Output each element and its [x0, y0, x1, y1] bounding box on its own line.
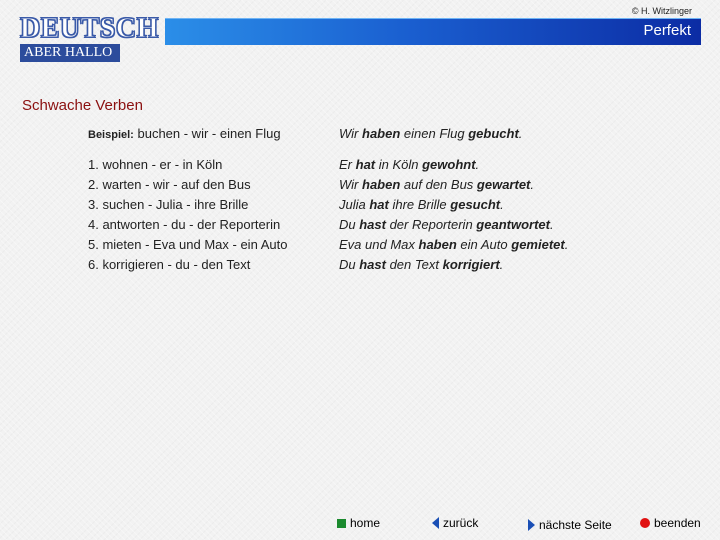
verb-form: hat [355, 157, 376, 172]
exercise-item: 4. antworten - du - der Reporterin [88, 217, 281, 232]
sentence-text: . [518, 126, 523, 141]
verb-form: gewohnt [422, 157, 476, 172]
example-prompt [88, 126, 281, 141]
sentence-text: . [549, 217, 554, 232]
nav-home[interactable] [337, 516, 380, 530]
logo-subtitle: ABER HALLO [20, 44, 120, 62]
sentence-text: Eva und Max [339, 237, 419, 252]
quit-icon [640, 518, 650, 528]
logo-title: DEUTSCH [20, 13, 159, 44]
verb-form: hast [359, 217, 386, 232]
sentence-text: auf den Bus [400, 177, 477, 192]
verb-form: gesucht [450, 197, 501, 212]
verb-form: haben [418, 237, 457, 252]
sentence-text: einen Flug [400, 126, 469, 141]
sentence-text: der Reporterin [385, 217, 477, 232]
nav-quit-label: beenden [654, 516, 701, 530]
sentence-text: . [500, 197, 504, 212]
answer-item [339, 255, 568, 275]
answer-item [339, 195, 568, 215]
nav-next[interactable] [528, 518, 612, 532]
arrow-right-icon [528, 519, 535, 531]
title-bar [165, 18, 701, 45]
exercise-item: 2. warten - wir - auf den Bus [88, 177, 251, 192]
sentence-text: Er [339, 157, 356, 172]
sentence-text: Du [339, 217, 360, 232]
nav-home-label: home [350, 516, 381, 530]
home-icon [337, 519, 346, 528]
sentence-text: Du [339, 257, 360, 272]
sentence-text: . [475, 157, 480, 172]
sentence-text: . [564, 237, 569, 252]
exercise-item: 3. suchen - Julia - ihre Brille [88, 197, 249, 212]
answer-item [339, 235, 568, 255]
verb-form: korrigiert [442, 257, 500, 272]
sentence-text: Wir [339, 126, 362, 141]
exercise-item: 5. mieten - Eva und Max - ein Auto [88, 237, 288, 252]
nav-next-label: nächste Seite [539, 518, 612, 532]
verb-form: gemietet [511, 237, 565, 252]
example-prompt-text: buchen - wir - einen Flug [137, 126, 281, 141]
answer-item [339, 155, 568, 175]
sentence-text: ihre Brille [388, 197, 451, 212]
sentence-text: Julia [339, 197, 370, 212]
verb-form: haben [362, 177, 401, 192]
answer-item [339, 215, 568, 235]
example-answer [339, 126, 522, 141]
verb-form: gewartet [476, 177, 531, 192]
sentence-text: . [499, 257, 504, 272]
nav-back[interactable] [432, 516, 478, 530]
sentence-text: in Köln [375, 157, 423, 172]
exercise-item: 6. korrigieren - du - den Text [88, 257, 251, 272]
verb-form: hast [359, 257, 386, 272]
verb-form: hat [369, 197, 389, 212]
example-label: Beispiel: [88, 129, 134, 141]
copyright: © H. Witzlinger [631, 6, 692, 16]
section-heading: Schwache Verben [22, 97, 143, 114]
sentence-text: den Text [385, 257, 443, 272]
verb-form: geantwortet [476, 217, 550, 232]
arrow-left-icon [432, 517, 439, 529]
answer-list [339, 155, 568, 275]
verb-form: haben [362, 126, 401, 141]
sentence-text: Wir [339, 177, 362, 192]
exercise-item: 1. wohnen - er - in Köln [88, 157, 223, 172]
page-title: Perfekt [643, 22, 691, 39]
answer-item [339, 175, 568, 195]
sentence-text: . [530, 177, 535, 192]
verb-form: gebucht [468, 126, 519, 141]
nav-back-label: zurück [443, 516, 479, 530]
exercise-list [88, 155, 287, 275]
nav-quit[interactable] [640, 516, 701, 530]
sentence-text: ein Auto [456, 237, 512, 252]
